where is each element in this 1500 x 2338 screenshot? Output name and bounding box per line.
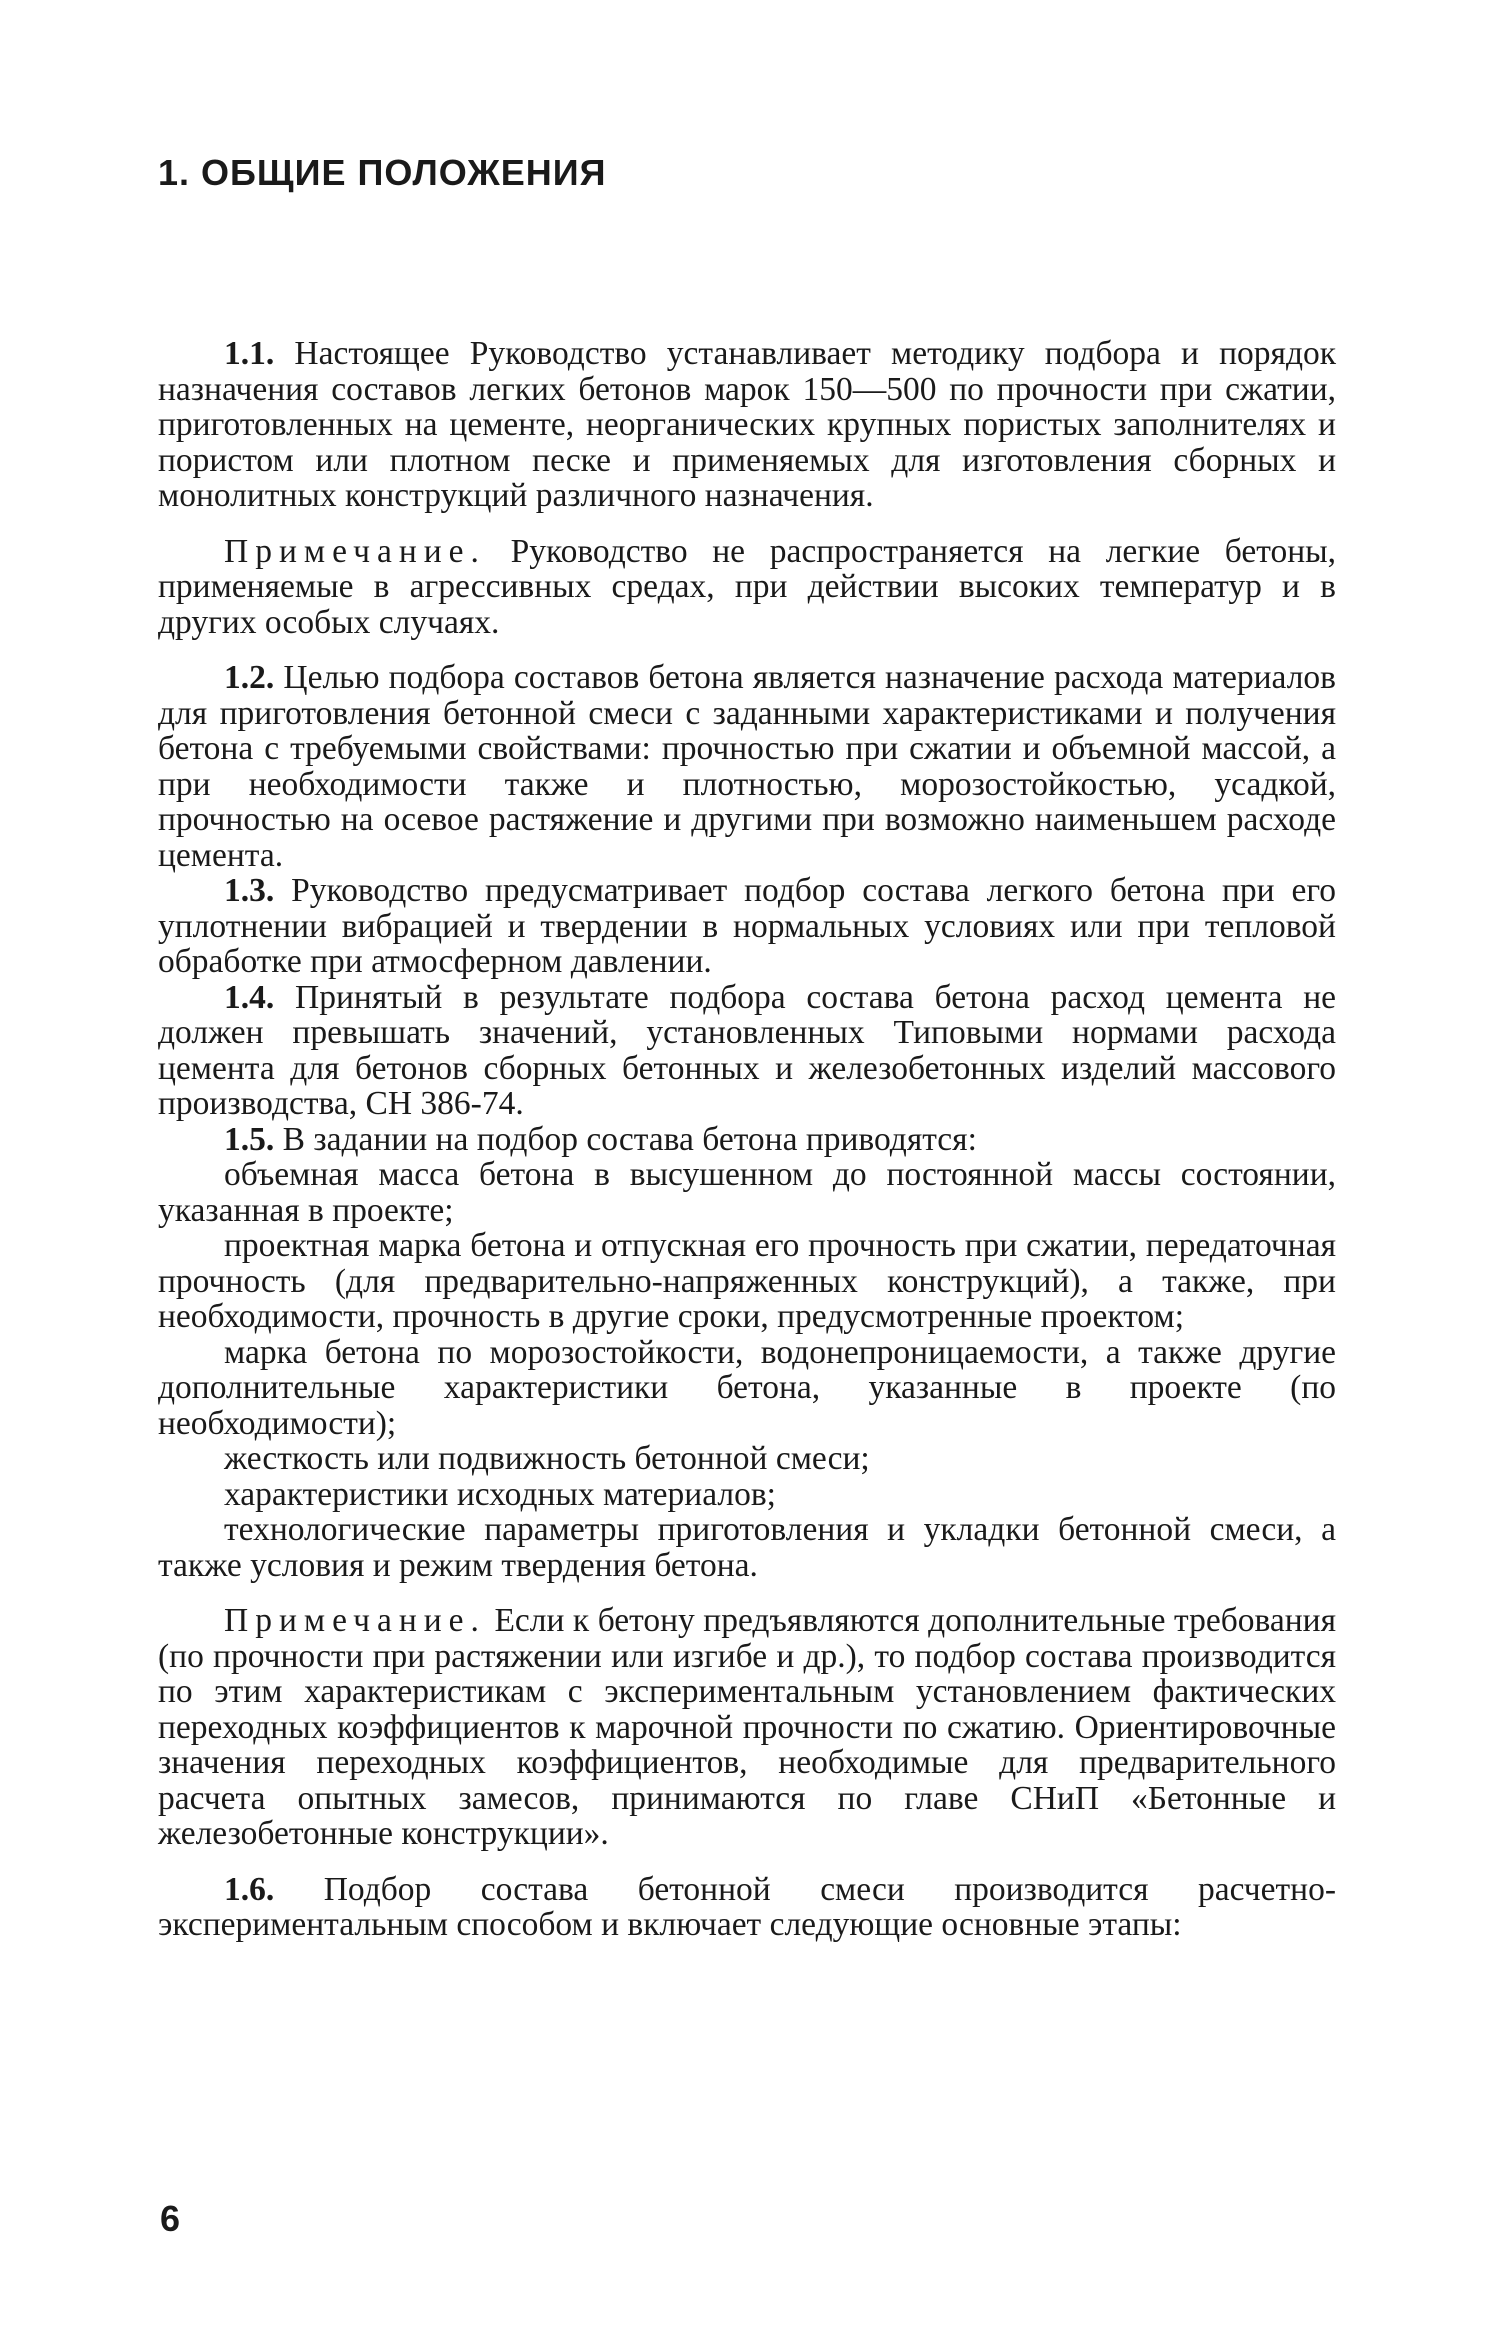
list-item-workability: жесткость или подвижность бетонной смеси;: [224, 1440, 870, 1477]
paragraph-1-5: [158, 1122, 1336, 1158]
list-item-materials: характеристики исходных материалов;: [224, 1475, 776, 1513]
note-label: Примечание.: [224, 1602, 486, 1639]
paragraph-text: Принятый в результате подбора состава бетона расход цемента не должен превышать значений, установленных Типовыми нормами расхода цемента для бетонов сборных бетонных и железобетонных изделий массового производства, СН 386-74.: [158, 978, 1336, 1122]
body-text: [158, 336, 1336, 1943]
paragraph-text: Целью подбора составов бетона является назначение расхода материалов для приготовления бетонной смеси с заданными характеристиками и получения бетона с требуемыми свойствами: прочностью при сжатии и объемной массой, а при необходимости также и плотностью, морозостойкостью, усадкой, прочностью на осевое растяжение и другими при возможно наименьшем расходе цемента.: [158, 659, 1337, 874]
paragraph-number: 1.2.: [224, 659, 275, 696]
section-heading: 1. ОБЩИЕ ПОЛОЖЕНИЯ: [158, 152, 607, 193]
paragraph-1-1: [158, 336, 1336, 514]
page-number: 6: [160, 2198, 181, 2239]
note-1: [158, 534, 1336, 641]
paragraph-text: Подбор состава бетонной смеси производится расчетно-экспериментальным способом и включает следующие основные этапы:: [158, 1870, 1336, 1943]
paragraph-number: 1.6.: [224, 1870, 275, 1908]
paragraph-1-2: [158, 660, 1336, 873]
paragraph-number: 1.3.: [224, 872, 275, 909]
paragraph-text: Руководство предусматривает подбор состава легкого бетона при его уплотнении вибрацией и твердении в нормальных условиях или при тепловой обработке при атмосферном давлении.: [158, 872, 1336, 980]
list-item-density: объемная масса бетона в высушенном до постоянной массы состоянии, указанная в проекте;: [158, 1156, 1336, 1229]
list-item-technology: технологические параметры приготовления и укладки бетонной смеси, а также условия и режим твердения бетона.: [158, 1511, 1336, 1584]
note-text: Руководство не распространяется на легкие бетоны, применяемые в агрессивных средах, при действии высоких температур и в других особых случаях.: [158, 532, 1337, 641]
paragraph-1-4: [158, 980, 1336, 1122]
paragraph-text: Настоящее Руководство устанавливает методику подбора и порядок назначения составов легких бетонов марок 150—500 по прочности при сжатии, приготовленных на цементе, неорганических крупных пористых заполнителях и пористом или плотном песке и применяемых для изготовления сборных и монолитных конструкций различного назначения.: [158, 335, 1337, 514]
paragraph-number: 1.5.: [224, 1120, 275, 1158]
paragraph-number: 1.4.: [224, 978, 275, 1016]
note-label: Примечание.: [224, 532, 486, 570]
paragraph-number: 1.1.: [224, 335, 275, 372]
paragraph-1-3: [158, 873, 1336, 980]
paragraph-1-6: [158, 1872, 1336, 1943]
paragraph-text: В задании на подбор состава бетона приводятся:: [282, 1120, 977, 1158]
note-text: Если к бетону предъявляются дополнительные требования (по прочности при растяжении или изгибе и др.), то подбор состава производится по этим характеристикам с экспериментальным установлением фактических переходных коэффициентов к марочной прочности по сжатию. Ориентировочные значения переходных коэффициентов, необходимые для предварительного расчета опытных замесов, принимаются по главе СНиП «Бетонные и железобетонные конструкции».: [158, 1602, 1337, 1852]
list-item-strength: проектная марка бетона и отпускная его прочность при сжатии, передаточная прочность (для предварительно-напряженных конструкций), а также, при необходимости, прочность в другие сроки, предусмотренные проектом;: [158, 1227, 1336, 1335]
note-2: [158, 1603, 1336, 1852]
list-item-frost: марка бетона по морозостойкости, водонепроницаемости, а также другие дополнительные характеристики бетона, указанные в проекте (по необходимости);: [158, 1333, 1336, 1442]
